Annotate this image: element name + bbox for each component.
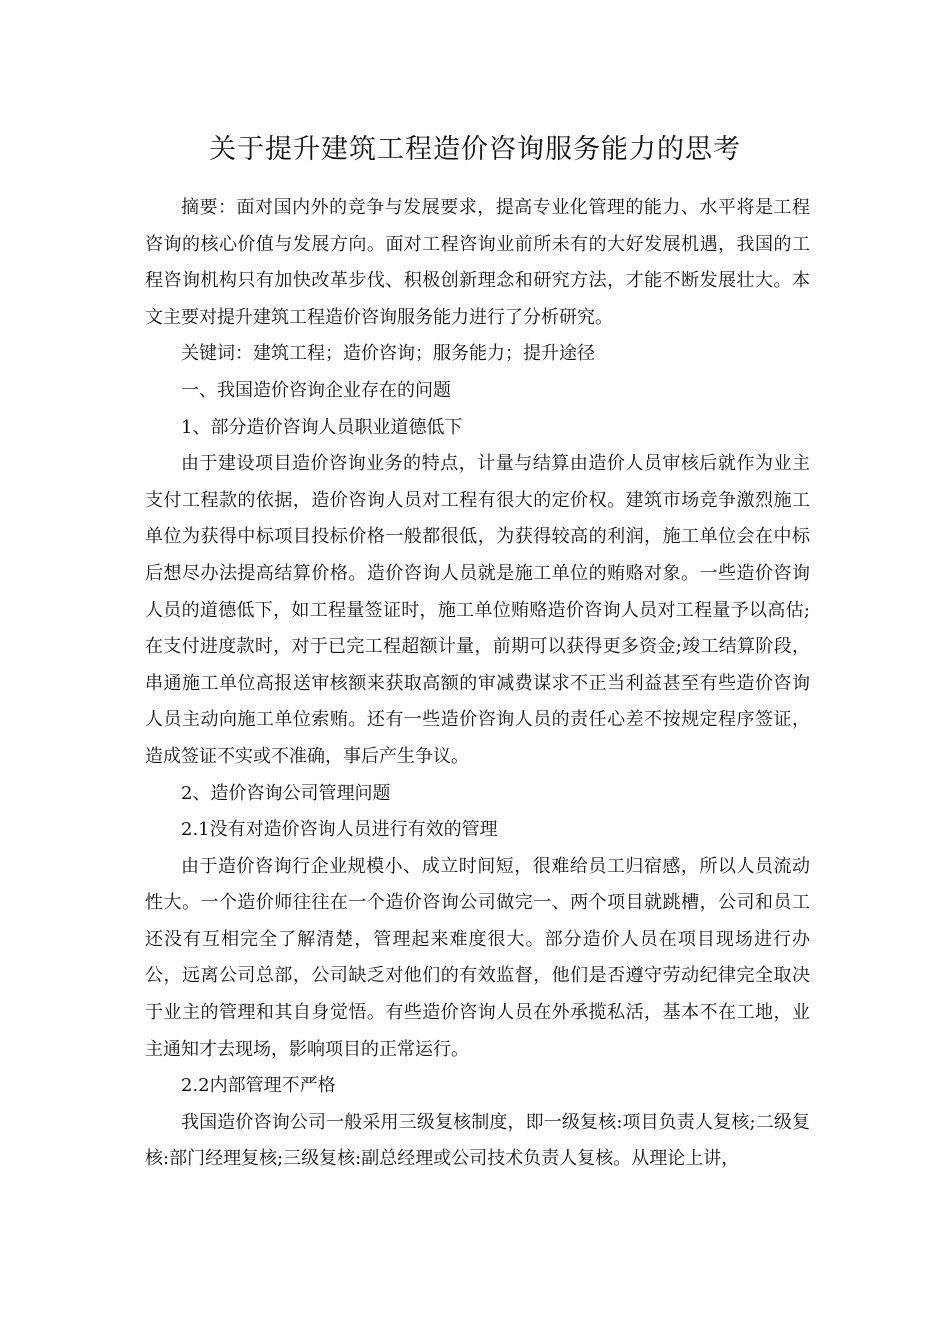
document-title: 关于提升建筑工程造价咨询服务能力的思考	[209, 134, 741, 165]
keywords-line: 关键词：建筑工程；造价咨询；服务能力；提升途径	[181, 343, 595, 365]
body-paragraph: 由于造价咨询行企业规模小、成立时间短，很难给员工归宿感，所以人员流动性大。一个造价师往往在一个造价咨询公司做完一、两个项目就跳槽，公司和员工还没有互相完全了解清楚，管理起来难度很大。部分造价人员在项目现场进行办公，远离公司总部，公司缺乏对他们的有效监督，他们是否遵守劳动纪律完全取决于业主的管理和其自身觉悟。有些造价咨询人员在外承揽私活，基本不在工地，业主通知才去现场，影响项目的正常运行。	[145, 855, 810, 1060]
body-paragraph: 由于建设项目造价咨询业务的特点，计量与结算由造价人员审核后就作为业主支付工程款的依据，造价咨询人员对工程有很大的定价权。建筑市场竞争激烈施工单位为获得中标项目投标价格一般都很低，为获得较高的利润，施工单位会在中标后想尽办法提高结算价格。造价咨询人员就是施工单位的贿赂对象。一些造价咨询人员的道德低下，如工程量签证时，施工单位贿赂造价咨询人员对工程量予以高估;在支付进度款时，对于已完工程超额计量，前期可以获得更多资金;竣工结算阶段，串通施工单位高报送审核额来获取高额的审减费谋求不正当利益甚至有些造价咨询人员主动向施工单位索贿。还有一些造价咨询人员的责任心差不按规定程序签证，造成签证不实或不准确，事后产生争议。	[145, 453, 810, 767]
abstract-paragraph: 摘要：面对国内外的竞争与发展要求，提高专业化管理的能力、水平将是工程咨询的核心价值与发展方向。面对工程咨询业前所未有的大好发展机遇，我国的工程咨询机构只有加快改革步伐、积极创新理念和研究方法，才能不断发展壮大。本文主要对提升建筑工程造价咨询服务能力进行了分析研究。	[145, 197, 810, 328]
document-body	[145, 190, 810, 1178]
subsection-heading: 2、造价咨询公司管理问题	[181, 782, 391, 804]
section-heading: 一、我国造价咨询企业存在的问题	[181, 379, 451, 401]
subsubsection-heading: 2.1没有对造价咨询人员进行有效的管理	[181, 819, 498, 841]
body-paragraph: 我国造价咨询公司一般采用三级复核制度，即一级复核:项目负责人复核;二级复核:部门经理复核;三级复核:副总经理或公司技术负责人复核。从理论上讲，	[145, 1111, 810, 1170]
subsection-heading: 1、部分造价咨询人员职业道德低下	[181, 416, 463, 438]
subsubsection-heading: 2.2内部管理不严格	[181, 1075, 336, 1097]
